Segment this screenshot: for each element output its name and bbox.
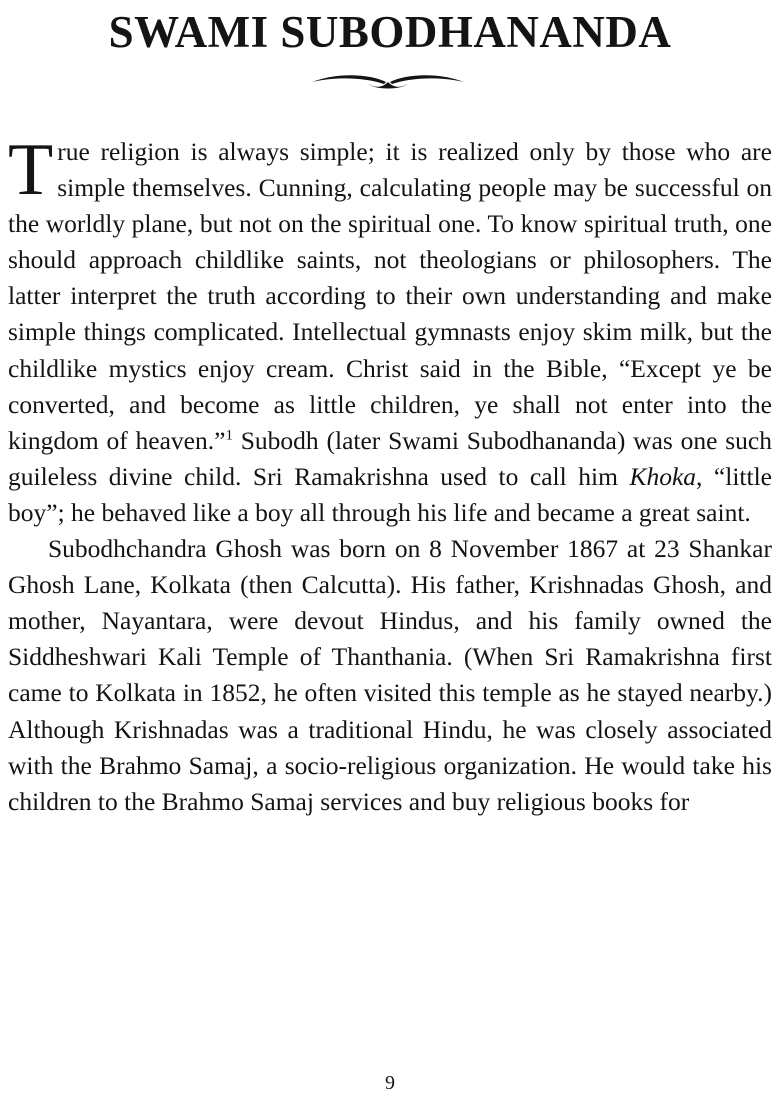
- paragraph-2: Subodhchandra Ghosh was born on 8 November 1867 at 23 Shankar Ghosh Lane, Kolkata (then Calcutta). His father, Krishnadas Ghosh, and mother, Nayantara, were devout Hindus, and his family owned the Siddheshwari Kali Temple of Thanthania. (When Sri Ramakrishna first came to Kolkata in 1852, he often visited this temple as he stayed nearby.) Although Krishnadas was a traditional Hindu, he was closely associated with the Brahmo Samaj, a socio-religious organization. He would take his children to the Brahmo Samaj services and buy religious books for: [8, 534, 772, 816]
- chapter-title: SWAMI SUBODHANANDA: [108, 7, 672, 57]
- paragraph-1-text-a: rue religion is always simple; it is realized only by those who are simple themselves. Cunning, calculating people may be successful on the worldly plane, but not on the spiritual one. To know spiritual truth, one should approach childlike saints, not theologians or philosophers. The latter interpret the truth according to their own understanding and make simple things complicated. Intellectual gymnasts enjoy skim milk, but the childlike mystics enjoy cream. Christ said in the Bible, “Except ye be converted, and become as little children, ye shall not enter into the kingdom of heaven.”: [8, 137, 772, 455]
- footnote-marker: 1: [225, 427, 233, 444]
- page-number: 9: [385, 1072, 395, 1094]
- body-text: [8, 129, 773, 820]
- paragraph-1-text-b: Subodh (later Swami Subodhananda) was one such guileless divine child. Sri Ramakrishna used to call him: [8, 425, 773, 491]
- flourish-divider-icon: [308, 70, 468, 92]
- paragraph-1-text-c: , “little boy”; he behaved like a boy all through his life and became a great saint.: [8, 461, 772, 527]
- italic-term: Khoka: [629, 461, 697, 491]
- paragraph-1: [8, 129, 773, 531]
- drop-cap: T: [8, 129, 54, 211]
